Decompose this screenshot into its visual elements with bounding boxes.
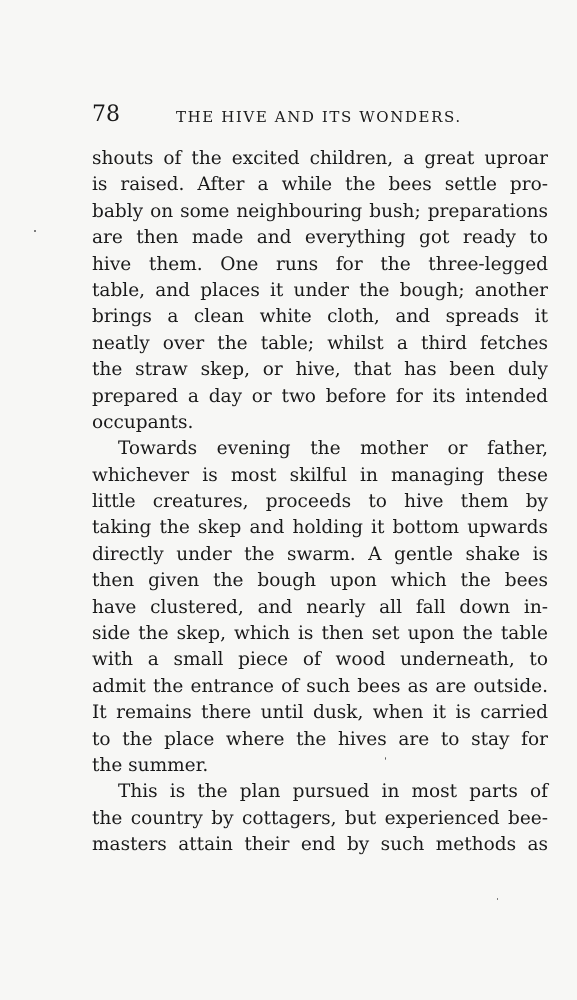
page-number: 78 xyxy=(92,102,120,127)
text-line: then given the bough upon which the bees xyxy=(92,570,548,592)
text-line: is raised. After a while the bees settle pro- xyxy=(92,174,548,196)
text-line: side the skep, which is then set upon the table xyxy=(92,623,548,645)
text-line: admit the entrance of such bees as are outside. xyxy=(92,675,548,697)
text-line: the country by cottagers, but experienced bee- xyxy=(92,807,548,829)
paragraph-1 xyxy=(92,146,548,436)
text-line: the straw skep, or hive, that has been duly xyxy=(92,359,548,381)
text-line: It remains there until dusk, when it is carried xyxy=(92,702,548,724)
text-line: to the place where the hives are to stay for xyxy=(92,728,548,750)
text-line: hive them. One runs for the three-legged xyxy=(92,253,548,275)
text-line: bably on some neighbouring bush; preparations xyxy=(92,200,548,222)
text-line: prepared a day or two before for its intended xyxy=(92,385,548,407)
text-line: the summer. xyxy=(92,754,209,776)
text-line: have clustered, and nearly all fall down in- xyxy=(92,596,548,618)
paper-speck xyxy=(385,757,386,760)
text-line: neatly over the table; whilst a third fetches xyxy=(92,332,548,354)
text-line: whichever is most skilful in managing these xyxy=(92,464,548,486)
running-title: THE HIVE AND ITS WONDERS. xyxy=(176,108,462,126)
text-line: masters attain their end by such methods as xyxy=(92,834,548,856)
text-line: little creatures, proceeds to hive them by xyxy=(92,491,548,513)
text-line: Towards evening the mother or father, xyxy=(118,438,548,460)
text-line: with a small piece of wood underneath, to xyxy=(92,649,548,671)
paper-speck xyxy=(497,898,498,900)
text-line: shouts of the excited children, a great uproar xyxy=(92,148,548,169)
text-line: are then made and everything got ready to xyxy=(92,227,548,249)
text-line: directly under the swarm. A gentle shake is xyxy=(92,543,548,565)
text-line: table, and places it under the bough; another xyxy=(92,279,548,301)
text-line: This is the plan pursued in most parts of xyxy=(118,781,548,803)
paper-speck xyxy=(34,230,36,232)
body-text xyxy=(92,146,548,859)
text-line: brings a clean white cloth, and spreads it xyxy=(92,306,548,328)
page-header xyxy=(92,100,548,130)
paragraph-2 xyxy=(92,436,548,779)
text-line: taking the skep and holding it bottom upwards xyxy=(92,517,548,539)
text-line: occupants. xyxy=(92,411,194,433)
paragraph-3 xyxy=(92,779,548,858)
